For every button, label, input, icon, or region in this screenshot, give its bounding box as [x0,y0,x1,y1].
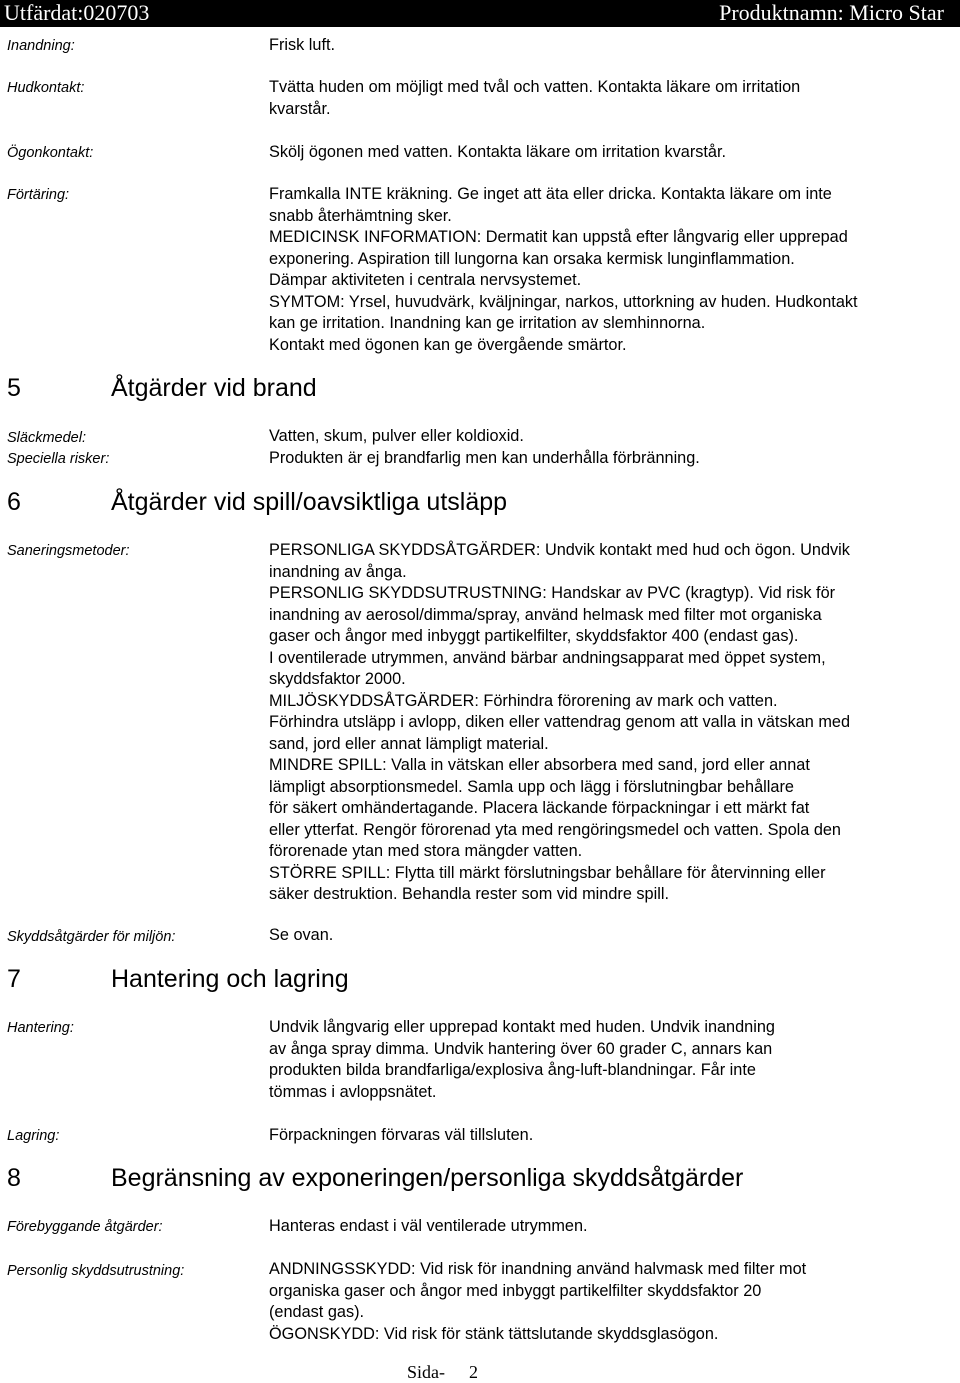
preventive-measures-text: Hanteras endast i väl ventilerade utrymmen. [269,1217,588,1235]
handling-label: Hantering: [7,1020,74,1036]
page-footer [407,1361,478,1383]
section-number: 6 [7,488,21,516]
eye-contact-label: Ögonkontakt: [7,145,94,161]
extinguishing-media-label: Släckmedel: [7,430,86,446]
environment-protection-text: Se ovan. [269,926,334,944]
storage-text: Förpackningen förvaras väl tillsluten. [269,1126,534,1144]
section-title: Åtgärder vid spill/oavsiktliga utsläpp [111,488,508,516]
section-8-heading [7,1163,743,1193]
skin-contact-text: Tvätta huden om möjligt med tvål och vatten. Kontakta läkare om irritation kvarstår. [269,78,801,118]
inhalation-text: Frisk luft. [269,36,336,54]
skin-contact-label: Hudkontakt: [7,80,85,96]
handling-text: Undvik långvarig eller upprepad kontakt med huden. Undvik inandning av ånga spray dimma. Undvik hantering över 60 grader C, annars kan produkten bilda brandfarliga/explosiva ång-luft-blandningar. Får inte tömmas i avloppsnätet. [269,1018,775,1101]
special-risks-text: Produkten är ej brandfarlig men kan underhålla förbränning. [269,449,700,467]
eye-contact-text: Skölj ögonen med vatten. Kontakta läkare om irritation kvarstår. [269,143,727,161]
ingestion-text: Framkalla INTE kräkning. Ge inget att äta eller dricka. Kontakta läkare om inte snabb återhämtning sker. MEDICINSK INFORMATION: Dermatit kan uppstå efter långvarig eller upprepad exponering. Aspiration till lungorna kan orsaka kermisk lunginflammation. Dämpar aktiviteten i centrala nervsystemet. SYMTOM: Yrsel, huvudvärk, kväljningar, narkos, uttorkning av huden. Hudkontakt kan ge irritation. Inandning kan ge irritation av slemhinnorna. Kontakt med ögonen kan ge övergående smärtor. [269,185,858,354]
section-title: Hantering och lagring [111,965,349,993]
cleanup-methods-label: Saneringsmetoder: [7,543,130,559]
page-header [0,0,960,27]
issued-date: Utfärdat:020703 [4,0,150,25]
cleanup-methods-text: PERSONLIGA SKYDDSÅTGÄRDER: Undvik kontakt med hud och ögon. Undvik inandning av ånga. PERSONLIG SKYDDSUTRUSTNING: Handskar av PVC (kragtyp). Vid risk för inandning av aerosol/dimma/spray, använd helmask med filter mot organiska gaser och ångor med inbyggt partikelfilter, skyddsfaktor 400 (endast gas). I oventilerade utrymmen, använd bärbar andningsapparat med öppet system, skyddsfaktor 2000. MILJÖSKYDDSÅTGÄRDER: Förhindra förorening av mark och vatten. Förhindra utsläpp i avlopp, diken eller vattendrag genom att valla in vätskan med sand, jord eller annat lämpligt material. MINDRE SPILL: Valla in vätskan eller absorbera med sand, jord eller annat lämpligt absorptionsmedel. Samla upp och lägg i förslutningbar behållare för säkert omhändertagande. Placera läckande förpackningar i ett märkt fat eller ytterfat. Rengör förorenad yta med rengöringsmedel och vatten. Spola den förorenade ytan med stora mängder vatten. STÖRRE SPILL: Flytta till märkt förslutningsbar behållare för återvinning eller säker destruktion. Behandla rester som vid mindre spill. [269,541,851,903]
inhalation-label: Inandning: [7,38,75,54]
section-number: 5 [7,374,21,402]
section-number: 7 [7,965,21,993]
environment-protection-label: Skyddsåtgärder för miljön: [7,929,176,945]
ingestion-label: Förtäring: [7,187,70,203]
section-number: 8 [7,1164,21,1192]
personal-protection-text: ANDNINGSSKYDD: Vid risk för inandning använd halvmask med filter mot organiska gaser och ångor med inbyggt partikelfilter skyddsfaktor 20 (endast gas). ÖGONSKYDD: Vid risk för stänk tättslutande skyddsglasögon. [269,1260,807,1343]
page-number: 2 [469,1362,478,1382]
page-label: Sida- [407,1362,445,1382]
product-name: Produktnamn: Micro Star [719,0,944,25]
section-title: Åtgärder vid brand [111,374,317,402]
extinguishing-media-text: Vatten, skum, pulver eller koldioxid. [269,427,524,445]
storage-label: Lagring: [7,1128,60,1144]
section-title: Begränsning av exponeringen/personliga skyddsåtgärder [111,1164,744,1192]
personal-protection-label: Personlig skyddsutrustning: [7,1263,185,1279]
special-risks-label: Speciella risker: [7,451,110,467]
preventive-measures-label: Förebyggande åtgärder: [7,1219,163,1235]
section-6-heading [7,487,507,517]
section-5-heading [7,373,317,403]
section-7-heading [7,964,349,994]
